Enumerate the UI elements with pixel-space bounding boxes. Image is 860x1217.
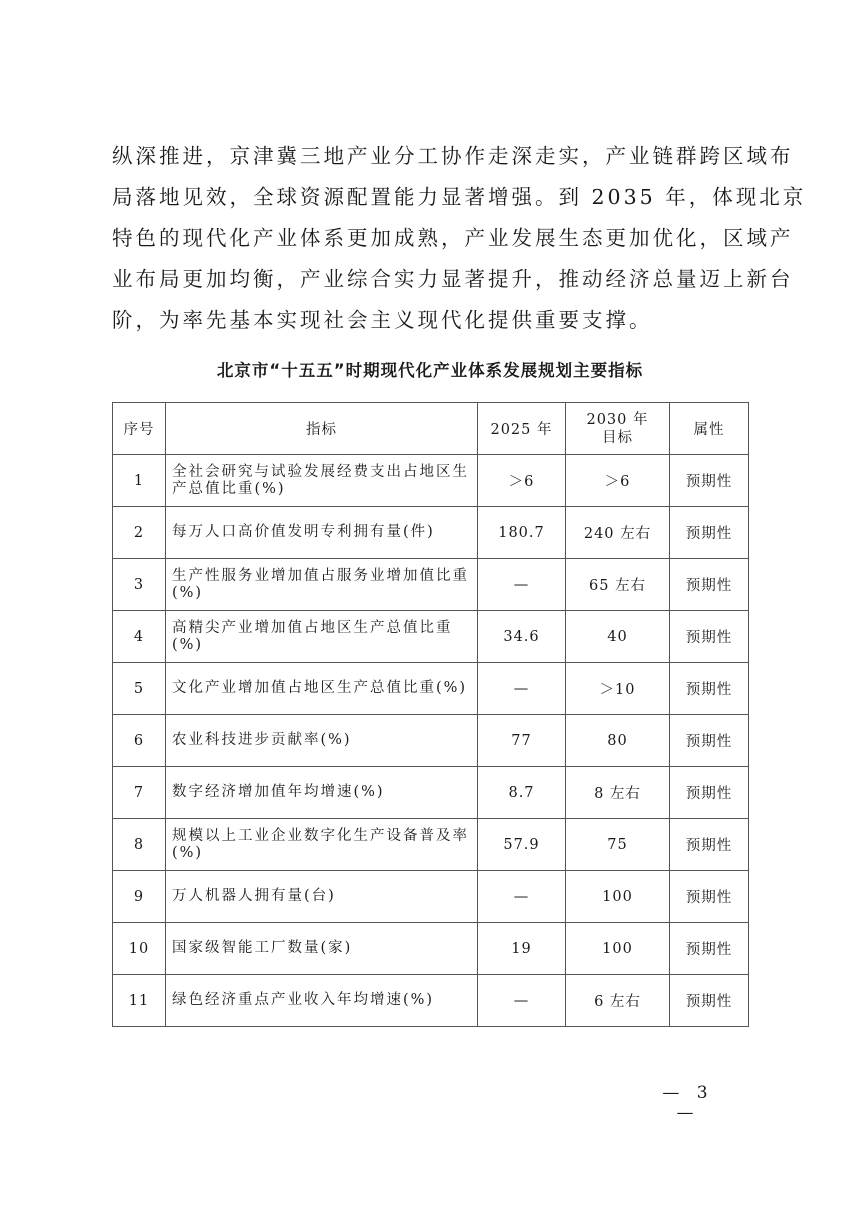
cell-no: 1 bbox=[113, 455, 166, 507]
cell-indicator: 每万人口高价值发明专利拥有量(件) bbox=[166, 507, 478, 559]
table-row bbox=[113, 611, 749, 663]
cell-attribute: 预期性 bbox=[670, 455, 749, 507]
table-row bbox=[113, 559, 749, 611]
cell-attribute: 预期性 bbox=[670, 871, 749, 923]
table-row bbox=[113, 507, 749, 559]
cell-indicator: 数字经济增加值年均增速(%) bbox=[166, 767, 478, 819]
cell-no: 3 bbox=[113, 559, 166, 611]
cell-indicator: 农业科技进步贡献率(%) bbox=[166, 715, 478, 767]
cell-no: 10 bbox=[113, 923, 166, 975]
cell-no: 2 bbox=[113, 507, 166, 559]
cell-2030: ＞10 bbox=[566, 663, 670, 715]
cell-indicator: 全社会研究与试验发展经费支出占地区生产总值比重(%) bbox=[166, 455, 478, 507]
cell-2025: 19 bbox=[478, 923, 566, 975]
cell-2030: 240 左右 bbox=[566, 507, 670, 559]
cell-attribute: 预期性 bbox=[670, 975, 749, 1027]
cell-no: 11 bbox=[113, 975, 166, 1027]
cell-attribute: 预期性 bbox=[670, 767, 749, 819]
cell-indicator: 规模以上工业企业数字化生产设备普及率(%) bbox=[166, 819, 478, 871]
cell-no: 7 bbox=[113, 767, 166, 819]
table-row bbox=[113, 715, 749, 767]
cell-attribute: 预期性 bbox=[670, 611, 749, 663]
header-attribute: 属性 bbox=[670, 403, 749, 455]
paragraph-line: 纵深推进，京津冀三地产业分工协作走深走实，产业链群跨区域布 bbox=[112, 144, 794, 168]
cell-attribute: 预期性 bbox=[670, 923, 749, 975]
cell-2030: 40 bbox=[566, 611, 670, 663]
table-row bbox=[113, 767, 749, 819]
cell-attribute: 预期性 bbox=[670, 819, 749, 871]
cell-attribute: 预期性 bbox=[670, 507, 749, 559]
cell-2025: — bbox=[478, 871, 566, 923]
cell-indicator: 绿色经济重点产业收入年均增速(%) bbox=[166, 975, 478, 1027]
table-title: 北京市“十五五”时期现代化产业体系发展规划主要指标 bbox=[216, 361, 644, 380]
cell-2030: 100 bbox=[566, 923, 670, 975]
cell-2030: 75 bbox=[566, 819, 670, 871]
cell-2030: 8 左右 bbox=[566, 767, 670, 819]
cell-indicator: 生产性服务业增加值占服务业增加值比重(%) bbox=[166, 559, 478, 611]
table-row bbox=[113, 819, 749, 871]
cell-2025: — bbox=[478, 559, 566, 611]
header-2030-line1: 2030 年 bbox=[586, 411, 649, 428]
page-number: — 3 — bbox=[662, 1083, 714, 1123]
header-2030-line2: 目标 bbox=[602, 429, 633, 446]
table-row bbox=[113, 663, 749, 715]
table-header-row bbox=[113, 403, 749, 455]
header-indicator: 指标 bbox=[166, 403, 478, 455]
header-no: 序号 bbox=[113, 403, 166, 455]
cell-2030: 80 bbox=[566, 715, 670, 767]
cell-2030: 6 左右 bbox=[566, 975, 670, 1027]
cell-2025: — bbox=[478, 663, 566, 715]
cell-attribute: 预期性 bbox=[670, 663, 749, 715]
cell-2025: 77 bbox=[478, 715, 566, 767]
cell-2025: 57.9 bbox=[478, 819, 566, 871]
table-row bbox=[113, 455, 749, 507]
indicators-table bbox=[112, 402, 749, 1027]
cell-no: 9 bbox=[113, 871, 166, 923]
paragraph-line: 特色的现代化产业体系更加成熟，产业发展生态更加优化，区域产 bbox=[112, 226, 794, 250]
body-paragraph bbox=[112, 136, 807, 341]
cell-no: 4 bbox=[113, 611, 166, 663]
cell-attribute: 预期性 bbox=[670, 559, 749, 611]
table-row bbox=[113, 975, 749, 1027]
cell-2030: 100 bbox=[566, 871, 670, 923]
cell-2025: ＞6 bbox=[478, 455, 566, 507]
cell-no: 6 bbox=[113, 715, 166, 767]
paragraph-line: 业布局更加均衡，产业综合实力显著提升，推动经济总量迈上新台 bbox=[112, 267, 794, 291]
cell-2025: 34.6 bbox=[478, 611, 566, 663]
cell-indicator: 国家级智能工厂数量(家) bbox=[166, 923, 478, 975]
cell-no: 5 bbox=[113, 663, 166, 715]
paragraph-line: 局落地见效，全球资源配置能力显著增强。到 2035 年，体现北京 bbox=[112, 185, 807, 209]
cell-2025: 8.7 bbox=[478, 767, 566, 819]
paragraph-line: 阶，为率先基本实现社会主义现代化提供重要支撑。 bbox=[112, 308, 653, 332]
cell-2025: 180.7 bbox=[478, 507, 566, 559]
cell-2030: ＞6 bbox=[566, 455, 670, 507]
cell-indicator: 万人机器人拥有量(台) bbox=[166, 871, 478, 923]
header-2030-target bbox=[566, 403, 670, 455]
header-2025: 2025 年 bbox=[478, 403, 566, 455]
table-row bbox=[113, 923, 749, 975]
cell-no: 8 bbox=[113, 819, 166, 871]
cell-indicator: 高精尖产业增加值占地区生产总值比重(%) bbox=[166, 611, 478, 663]
table-row bbox=[113, 871, 749, 923]
cell-attribute: 预期性 bbox=[670, 715, 749, 767]
cell-2030: 65 左右 bbox=[566, 559, 670, 611]
cell-2025: — bbox=[478, 975, 566, 1027]
cell-indicator: 文化产业增加值占地区生产总值比重(%) bbox=[166, 663, 478, 715]
